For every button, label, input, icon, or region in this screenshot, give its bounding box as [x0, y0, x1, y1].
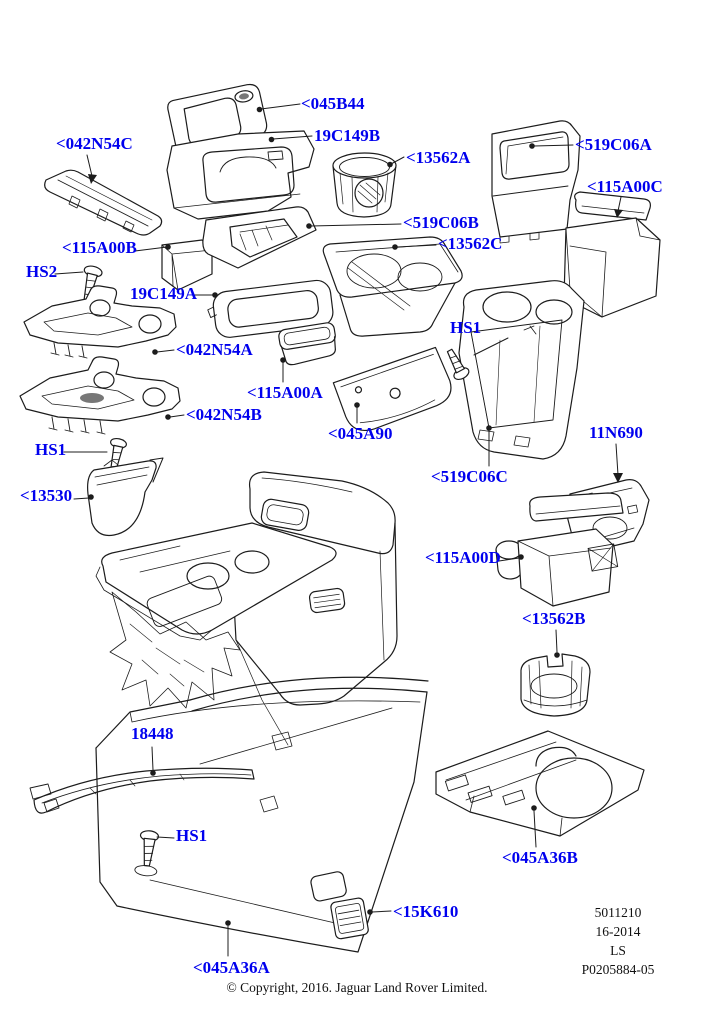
part-label-HS1-a[interactable]: HS1 — [450, 318, 482, 337]
part-label-19C149A[interactable]: 19C149A — [130, 284, 198, 303]
part-label-115A00B[interactable]: <115A00B — [62, 238, 137, 257]
part-label-045A36B[interactable]: <045A36B — [502, 848, 578, 867]
part-label-13562A[interactable]: <13562A — [406, 148, 471, 167]
copyright-notice: © Copyright, 2016. Jaguar Land Rover Limited. — [226, 980, 488, 995]
part-label-13530[interactable]: <13530 — [20, 486, 73, 505]
part-trim-042N54B — [20, 357, 180, 434]
drawing-reference: P0205884-05 — [581, 962, 655, 977]
part-frame-519C06C — [459, 281, 584, 459]
part-label-042N54B[interactable]: <042N54B — [186, 405, 262, 424]
drawing-number: 5011210 — [594, 905, 642, 920]
part-tray-045A36B — [436, 731, 644, 836]
part-strip-042N54C — [45, 170, 162, 235]
part-label-045A90[interactable]: <045A90 — [328, 424, 393, 443]
part-label-115A00A[interactable]: <115A00A — [247, 383, 323, 402]
part-plate-045A90 — [332, 346, 457, 436]
part-label-19C149B[interactable]: 19C149B — [314, 126, 381, 145]
part-label-519C06A[interactable]: <519C06A — [575, 135, 652, 154]
part-label-042N54A[interactable]: <042N54A — [176, 340, 253, 359]
part-console-assembly — [96, 472, 397, 745]
drawing-code: LS — [610, 943, 626, 958]
part-label-519C06C[interactable]: <519C06C — [431, 467, 508, 486]
part-label-15K610[interactable]: <15K610 — [393, 902, 459, 921]
part-label-HS1-c[interactable]: HS1 — [176, 826, 208, 845]
part-label-115A00C[interactable]: <115A00C — [587, 177, 663, 196]
part-label-HS2[interactable]: HS2 — [26, 262, 58, 281]
part-panel-519C06A — [492, 121, 580, 243]
part-cover-13530 — [88, 460, 157, 536]
part-label-HS1-b[interactable]: HS1 — [35, 440, 67, 459]
part-panel-045A36A — [96, 677, 428, 952]
part-label-13562B[interactable]: <13562B — [522, 609, 586, 628]
part-cup-13562A — [333, 153, 396, 217]
drawing-info-block — [538, 903, 698, 979]
part-label-11N690[interactable]: 11N690 — [589, 423, 643, 442]
part-label-045A36A[interactable]: <045A36A — [193, 958, 270, 977]
part-label-045B44[interactable]: <045B44 — [301, 94, 365, 113]
part-sill-18448 — [30, 768, 254, 813]
part-cup-13562B — [521, 654, 590, 716]
part-vent-15K610 — [330, 897, 369, 939]
part-bin-115A00D — [496, 493, 623, 606]
part-label-042N54C[interactable]: <042N54C — [56, 134, 133, 153]
part-plate-19C149B — [167, 131, 314, 219]
part-label-519C06B[interactable]: <519C06B — [403, 213, 479, 232]
part-label-115A00D[interactable]: <115A00D — [425, 548, 501, 567]
drawing-date: 16-2014 — [595, 924, 641, 939]
part-label-13562C[interactable]: <13562C — [438, 234, 503, 253]
part-label-18448[interactable]: 18448 — [131, 724, 174, 743]
